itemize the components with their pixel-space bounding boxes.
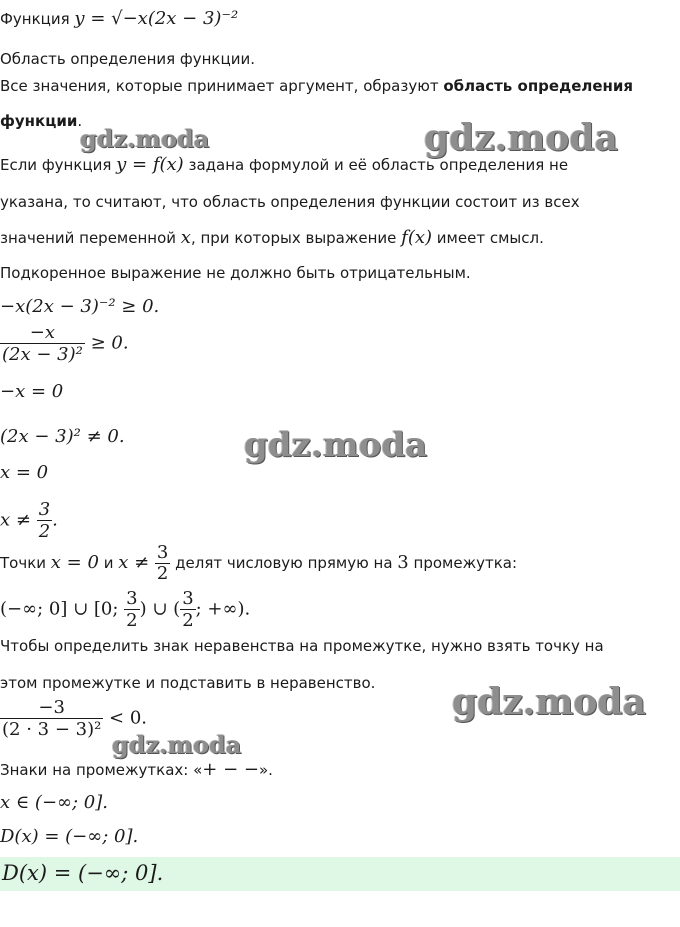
intervals-b: ) ∪ ( bbox=[139, 598, 181, 620]
definition-text: Все значения, которые принимает аргумент, образуют bbox=[0, 77, 444, 95]
rule-line-2: указана, то считают, что область определения функции состоит из всех bbox=[0, 193, 580, 211]
fraction bbox=[0, 697, 103, 740]
signs-text-b: ». bbox=[258, 761, 273, 779]
fraction-denominator: 2 bbox=[182, 610, 194, 631]
fraction-denominator: 2 bbox=[156, 563, 169, 584]
interval-count: 3 bbox=[397, 552, 409, 573]
function-line bbox=[0, 10, 238, 28]
definition-line-2 bbox=[0, 112, 82, 130]
intervals-line bbox=[0, 588, 250, 631]
x-not-equal-tail: . bbox=[52, 509, 58, 531]
signs-line bbox=[0, 761, 273, 779]
fraction-numerator: 3 bbox=[38, 499, 51, 520]
equation-numerator-zero: −x = 0 bbox=[0, 381, 64, 402]
definition-line bbox=[0, 77, 633, 95]
fraction bbox=[180, 588, 195, 631]
solution-set: x ∈ (−∞; 0]. bbox=[0, 792, 108, 813]
fraction-denominator: 2 bbox=[126, 610, 138, 631]
denominator-not-zero: (2x − 3)² ≠ 0. bbox=[0, 426, 125, 447]
watermark: gdz.moda bbox=[424, 117, 618, 159]
points-text-c: делят числовую прямую на bbox=[170, 554, 398, 572]
rule-fx: f(x) bbox=[401, 227, 433, 248]
rule-var: x bbox=[180, 227, 191, 248]
rule-text-e: имеет смысл. bbox=[432, 229, 544, 247]
section-heading: Область определения функции. bbox=[0, 50, 255, 68]
fraction-denominator: (2x − 3)² bbox=[2, 344, 83, 365]
fraction bbox=[124, 588, 139, 631]
radicand-note: Подкоренное выражение не должно быть отрицательным. bbox=[0, 264, 471, 282]
intervals-a: (−∞; 0] ∪ [0; bbox=[0, 598, 125, 620]
fraction-denominator: 2 bbox=[38, 521, 51, 542]
fraction-numerator: 3 bbox=[182, 588, 194, 609]
function-formula: y = √−x(2x − 3)⁻² bbox=[74, 8, 239, 29]
fraction bbox=[155, 543, 170, 584]
definition-term-end: функции bbox=[0, 112, 78, 130]
inequality-1: −x(2x − 3)⁻² ≥ 0. bbox=[0, 296, 160, 317]
points-text-b: и bbox=[98, 554, 119, 572]
x-equals-zero: x = 0 bbox=[0, 462, 49, 483]
domain-result: D(x) = (−∞; 0]. bbox=[0, 826, 139, 847]
period: . bbox=[77, 112, 83, 130]
method-line-1: Чтобы определить знак неравенства на промежутке, нужно взять точку на bbox=[0, 637, 604, 655]
rule-line-3 bbox=[0, 229, 544, 247]
fraction bbox=[0, 322, 85, 365]
signs-text-a: Знаки на промежутках: « bbox=[0, 761, 203, 779]
watermark: gdz.moda bbox=[112, 730, 242, 759]
fraction-numerator: −x bbox=[29, 322, 56, 343]
points-line bbox=[0, 543, 517, 584]
point-2: x ≠ bbox=[118, 552, 155, 573]
watermark: gdz.moda bbox=[452, 681, 646, 723]
point-1: x = 0 bbox=[50, 552, 99, 573]
rule-formula: y = f(x) bbox=[116, 154, 184, 175]
method-line-2: этом промежутке и подставить в неравенство. bbox=[0, 674, 376, 692]
answer-box bbox=[0, 857, 680, 891]
fraction-numerator: 3 bbox=[156, 542, 169, 563]
test-value-tail: < 0. bbox=[103, 707, 148, 729]
fraction-numerator: 3 bbox=[126, 588, 138, 609]
points-text-d: промежутка: bbox=[408, 554, 518, 572]
rule-text-d: , при которых выражение bbox=[190, 229, 402, 247]
fraction-denominator: (2 · 3 − 3)² bbox=[2, 719, 102, 740]
rule-text-a: Если функция bbox=[0, 156, 117, 174]
signs: + − − bbox=[202, 759, 259, 780]
rule-text-c: значений переменной bbox=[0, 229, 181, 247]
x-not-equal-lhs: x ≠ bbox=[0, 509, 37, 531]
points-text-a: Точки bbox=[0, 554, 51, 572]
definition-term: область определения bbox=[443, 77, 634, 95]
x-not-equal bbox=[0, 499, 58, 542]
rule-text-b: задана формулой и её область определения не bbox=[183, 156, 569, 174]
fraction-numerator: −3 bbox=[38, 697, 65, 718]
intervals-c: ; +∞). bbox=[195, 598, 251, 620]
inequality-fraction bbox=[0, 322, 129, 365]
fraction-tail: ≥ 0. bbox=[84, 332, 129, 354]
watermark: gdz.moda bbox=[80, 124, 210, 153]
fraction bbox=[37, 499, 52, 542]
function-label: Функция bbox=[0, 10, 70, 28]
watermark: gdz.moda bbox=[244, 425, 428, 465]
answer-text: D(x) = (−∞; 0]. bbox=[2, 861, 164, 885]
